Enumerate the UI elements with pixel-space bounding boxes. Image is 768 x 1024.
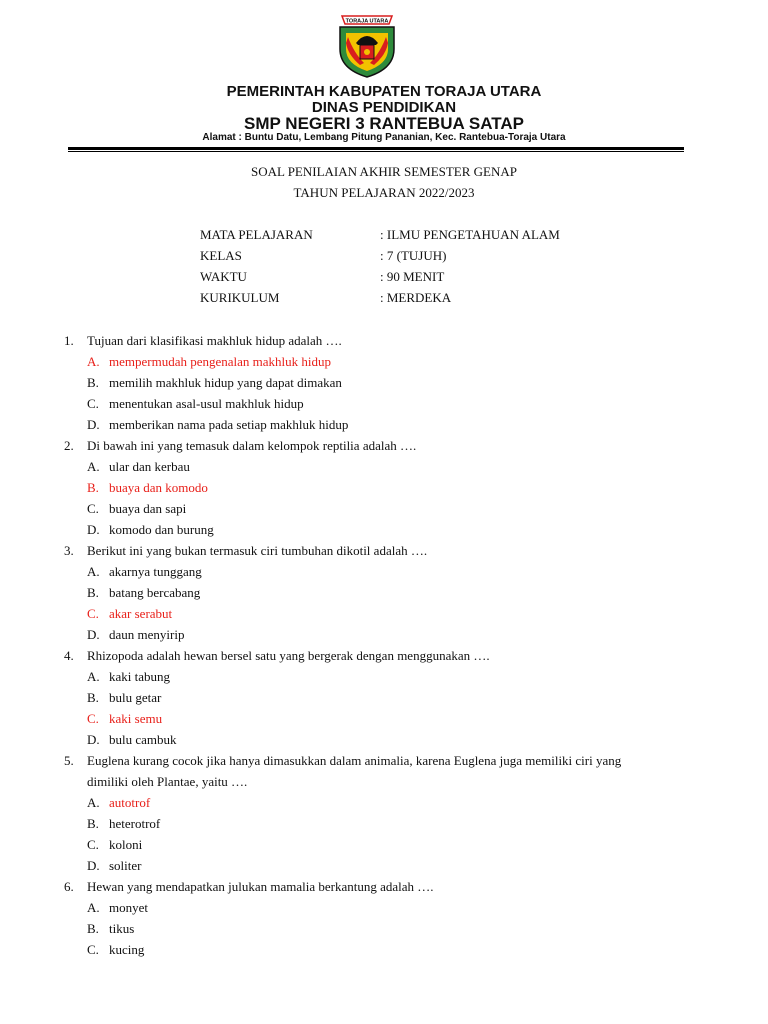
- option-letter: A.: [87, 459, 100, 474]
- option-text: autotrof: [109, 795, 151, 810]
- question-text-line-1: Euglena kurang cocok jika hanya dimasukkan dalam animalia, karena Euglena juga memiliki ciri yang: [87, 753, 622, 768]
- q2-option-a: [87, 456, 190, 477]
- option-letter: C.: [87, 711, 99, 726]
- q1-option-b: [87, 372, 342, 393]
- q4-option-c: [87, 708, 162, 729]
- option-text: mempermudah pengenalan makhluk hidup: [109, 354, 332, 369]
- option-text: tikus: [109, 921, 135, 936]
- academic-year: TAHUN PELAJARAN 2022/2023: [293, 185, 475, 200]
- q6-option-b: [87, 918, 134, 939]
- option-text: batang bercabang: [109, 585, 201, 600]
- option-text: monyet: [109, 900, 148, 915]
- option-letter: D.: [87, 417, 100, 432]
- option-text: koloni: [109, 837, 143, 852]
- question-number: 3.: [64, 543, 74, 558]
- q2-option-b: [87, 477, 208, 498]
- q4-option-d: [87, 729, 177, 750]
- question-number: 6.: [64, 879, 74, 894]
- option-letter: B.: [87, 480, 99, 495]
- q4-option-a: [87, 666, 170, 687]
- option-letter: B.: [87, 585, 99, 600]
- question-text: Tujuan dari klasifikasi makhluk hidup adalah ….: [87, 333, 342, 348]
- info-value: : ILMU PENGETAHUAN ALAM: [380, 227, 560, 242]
- logo-banner-text: TORAJA UTARA: [345, 18, 389, 25]
- option-letter: D.: [87, 627, 100, 642]
- option-text: menentukan asal-usul makhluk hidup: [109, 396, 304, 411]
- option-letter: C.: [87, 837, 99, 852]
- q3-option-c: [87, 603, 172, 624]
- question-number: 2.: [64, 438, 74, 453]
- question-number: 1.: [64, 333, 74, 348]
- q1-option-c: [87, 393, 304, 414]
- question-text: Berikut ini yang bukan termasuk ciri tumbuhan dikotil adalah ….: [87, 543, 428, 558]
- q3-option-b: [87, 582, 200, 603]
- q2-option-c: [87, 498, 186, 519]
- info-label: KELAS: [200, 248, 242, 263]
- header-government: PEMERINTAH KABUPATEN TORAJA UTARA: [226, 83, 542, 100]
- option-letter: A.: [87, 354, 100, 369]
- q1-option-d: [87, 414, 348, 435]
- option-text: memilih makhluk hidup yang dapat dimakan: [109, 375, 342, 390]
- option-letter: D.: [87, 858, 100, 873]
- q3-option-a: [87, 561, 202, 582]
- q5-option-b: [87, 813, 160, 834]
- option-text: ular dan kerbau: [109, 459, 190, 474]
- info-label: MATA PELAJARAN: [200, 227, 313, 242]
- q5-option-c: [87, 834, 142, 855]
- option-letter: D.: [87, 732, 100, 747]
- question-number: 5.: [64, 753, 74, 768]
- option-text: kaki semu: [109, 711, 163, 726]
- option-letter: A.: [87, 900, 100, 915]
- option-letter: C.: [87, 942, 99, 957]
- option-text: daun menyirip: [109, 627, 185, 642]
- option-letter: D.: [87, 522, 100, 537]
- q5-option-a: [87, 792, 150, 813]
- option-letter: C.: [87, 501, 99, 516]
- option-letter: B.: [87, 375, 99, 390]
- question-text-line-2: dimiliki oleh Plantae, yaitu ….: [87, 774, 248, 789]
- header-divider-thin: [68, 151, 684, 152]
- option-letter: C.: [87, 396, 99, 411]
- option-text: bulu cambuk: [109, 732, 177, 747]
- header-divider-thick: [68, 147, 684, 150]
- question-number: 4.: [64, 648, 74, 663]
- option-text: komodo dan burung: [109, 522, 214, 537]
- q1-option-a: [87, 351, 331, 372]
- option-text: soliter: [109, 858, 142, 873]
- q6-option-c: [87, 939, 144, 960]
- q2-option-d: [87, 519, 214, 540]
- q5-option-d: [87, 855, 142, 876]
- header-school-name: SMP NEGERI 3 RANTEBUA SATAP: [244, 114, 524, 133]
- option-letter: C.: [87, 606, 99, 621]
- option-letter: A.: [87, 795, 100, 810]
- option-letter: A.: [87, 564, 100, 579]
- info-value: : 90 MENIT: [380, 269, 445, 284]
- option-text: bulu getar: [109, 690, 162, 705]
- info-value: : 7 (TUJUH): [380, 248, 447, 263]
- question-text: Di bawah ini yang temasuk dalam kelompok reptilia adalah ….: [87, 438, 417, 453]
- option-text: kucing: [109, 942, 145, 957]
- option-text: akarnya tunggang: [109, 564, 202, 579]
- option-text: kaki tabung: [109, 669, 171, 684]
- info-label: WAKTU: [200, 269, 247, 284]
- question-text: Rhizopoda adalah hewan bersel satu yang bergerak dengan menggunakan ….: [87, 648, 490, 663]
- option-text: buaya dan sapi: [109, 501, 187, 516]
- q3-option-d: [87, 624, 184, 645]
- option-text: memberikan nama pada setiap makhluk hidup: [109, 417, 349, 432]
- header-address: Alamat : Buntu Datu, Lembang Pitung Pananian, Kec. Rantebua-Toraja Utara: [202, 132, 566, 143]
- option-letter: B.: [87, 690, 99, 705]
- option-text: buaya dan komodo: [109, 480, 208, 495]
- option-letter: A.: [87, 669, 100, 684]
- info-label: KURIKULUM: [200, 290, 280, 305]
- q4-option-b: [87, 687, 161, 708]
- header-department: DINAS PENDIDIKAN: [311, 99, 457, 116]
- toraja-utara-coat-of-arms-logo: [334, 13, 400, 79]
- option-letter: B.: [87, 921, 99, 936]
- option-letter: B.: [87, 816, 99, 831]
- exam-title: SOAL PENILAIAN AKHIR SEMESTER GENAP: [250, 164, 518, 179]
- q6-option-a: [87, 897, 148, 918]
- info-value: : MERDEKA: [380, 290, 452, 305]
- option-text: heterotrof: [109, 816, 161, 831]
- question-text: Hewan yang mendapatkan julukan mamalia berkantung adalah ….: [87, 879, 434, 894]
- option-text: akar serabut: [109, 606, 173, 621]
